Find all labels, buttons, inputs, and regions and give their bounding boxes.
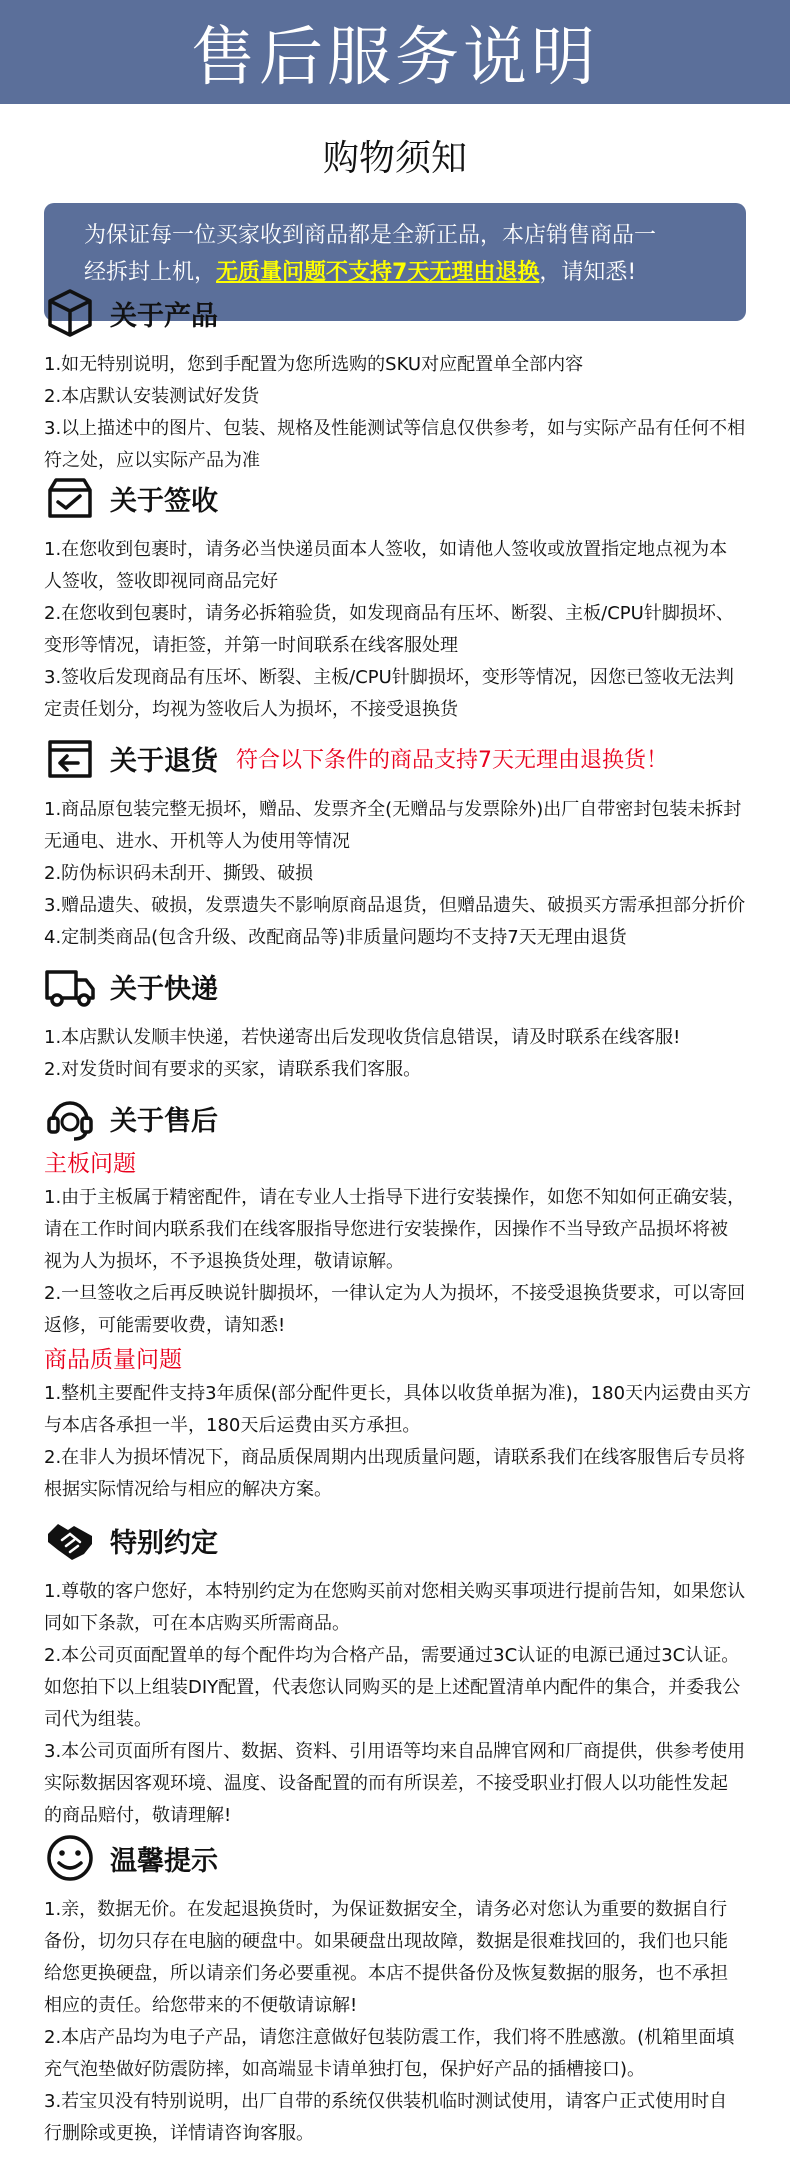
- returns-condition-note: 符合以下条件的商品支持7天无理由退换货！: [236, 747, 668, 773]
- product-line: 符之处，应以实际产品为准: [44, 450, 260, 471]
- receipt-line: 1.在您收到包裹时，请务必当快递员面本人签收，如请他人签收或放置指定地点视为本: [44, 539, 728, 560]
- special-line: 如您拍下以上组装DIY配置，代表您认同购买的是上述配置清单内配件的集合，并委我公: [44, 1677, 741, 1698]
- tips-line: 1.亲，数据无价。在发起退换货时，为保证数据安全，请务必对您认为重要的数据自行: [44, 1899, 728, 1920]
- truck-icon: [44, 960, 96, 1012]
- tips-line: 相应的责任。给您带来的不便敬请谅解!: [44, 1995, 358, 2016]
- tips-line: 行删除或更换，详情请咨询客服。: [44, 2123, 314, 2144]
- handshake-icon: [44, 1514, 96, 1566]
- tips-line: 备份，切勿只存在电脑的硬盘中。如果硬盘出现故障，数据是很难找回的，我们也只能: [44, 1931, 728, 1952]
- receipt-line: 定责任划分，均视为签收后人为损坏，不接受退换货: [44, 699, 458, 720]
- tips-line: 2.本店产品均为电子产品，请您注意做好包装防震工作，我们将不胜感激。(机箱里面填: [44, 2027, 735, 2048]
- sign-box-icon: [44, 472, 96, 524]
- section-receipt-title: 关于签收: [110, 485, 218, 517]
- special-line: 同如下条款，可在本店购买所需商品。: [44, 1613, 350, 1634]
- shipping-line: 2.对发货时间有要求的买家，请联系我们客服。: [44, 1059, 422, 1080]
- special-line: 的商品赔付，敬请理解!: [44, 1805, 232, 1826]
- section-tips-title: 温馨提示: [110, 1845, 218, 1877]
- section-special: [44, 1512, 754, 1832]
- section-aftersales: [44, 1090, 754, 1506]
- special-line: 司代为组装。: [44, 1709, 152, 1730]
- section-receipt: [44, 470, 754, 726]
- section-product-title: 关于产品: [110, 300, 218, 332]
- smiley-icon: [44, 1832, 96, 1884]
- aftersales-line: 返修，可能需要收费，请知悉!: [44, 1315, 286, 1336]
- receipt-line: 3.签收后发现商品有压坏、断裂、主板/CPU针脚损坏，变形等情况，因您已签收无法判: [44, 667, 734, 688]
- page-title: 售后服务说明: [191, 21, 599, 95]
- notice-highlight: 无质量问题不支持7天无理由退换: [216, 260, 540, 285]
- product-line: 3.以上描述中的图片、包装、规格及性能测试等信息仅供参考，如与实际产品有任何不相: [44, 418, 746, 439]
- receipt-line: 变形等情况，请拒签，并第一时间联系在线客服处理: [44, 635, 458, 656]
- section-special-title: 特别约定: [110, 1527, 218, 1559]
- returns-line: 2.防伪标识码未刮开、撕毁、破损: [44, 863, 314, 884]
- special-line: 实际数据因客观环境、温度、设备配置的而有所误差，不接受职业打假人以功能性发起: [44, 1773, 728, 1794]
- section-tips: [44, 1830, 754, 2150]
- aftersales-line: 与本店各承担一半，180天后运费由买方承担。: [44, 1415, 421, 1436]
- returns-line: 3.赠品遗失、破损，发票遗失不影响原商品退货，但赠品遗失、破损买方需承担部分折价: [44, 895, 746, 916]
- aftersales-line: 视为人为损坏，不予退换货处理，敬请谅解。: [44, 1251, 404, 1272]
- section-returns-title: 关于退货: [110, 745, 218, 777]
- notice-line-2-pre: 经拆封上机，: [84, 260, 217, 285]
- shipping-line: 1.本店默认发顺丰快递，若快递寄出后发现收货信息错误，请及时联系在线客服!: [44, 1027, 681, 1048]
- box-icon: [44, 287, 96, 339]
- aftersales-line: 1.由于主板属于精密配件，请在专业人士指导下进行安装操作，如您不知如何正确安装，: [44, 1187, 746, 1208]
- tips-line: 3.若宝贝没有特别说明，出厂自带的系统仅供装机临时测试使用，请客户正式使用时自: [44, 2091, 728, 2112]
- section-product: [44, 285, 754, 477]
- special-line: 1.尊敬的客户您好，本特别约定为在您购买前对您相关购买事项进行提前告知，如果您认: [44, 1581, 746, 1602]
- tips-line: 充气泡垫做好防震防摔，如高端显卡请单独打包，保护好产品的插槽接口)。: [44, 2059, 646, 2080]
- notice-line-2-post: ，请知悉!: [539, 260, 637, 285]
- product-line: 1.如无特别说明，您到手配置为您所选购的SKU对应配置单全部内容: [44, 354, 584, 375]
- return-icon: [44, 732, 96, 784]
- aftersales-line: 1.整机主要配件支持3年质保(部分配件更长，具体以收货单据为准)，180天内运费由买方: [44, 1383, 752, 1404]
- page-subtitle: 购物须知: [322, 138, 467, 179]
- aftersales-line: 2.一旦签收之后再反映说针脚损坏，一律认定为人为损坏，不接受退换货要求，可以寄回: [44, 1283, 746, 1304]
- special-line: 2.本公司页面配置单的每个配件均为合格产品，需要通过3C认证的电源已通过3C认证。: [44, 1645, 740, 1666]
- quality-issue-heading: 商品质量问题: [44, 1347, 182, 1373]
- aftersales-line: 请在工作时间内联系我们在线客服指导您进行安装操作，因操作不当导致产品损坏将被: [44, 1219, 728, 1240]
- aftersales-line: 根据实际情况给与相应的解决方案。: [44, 1479, 332, 1500]
- section-returns: [44, 730, 754, 954]
- section-shipping-title: 关于快递: [110, 973, 218, 1005]
- returns-line: 4.定制类商品(包含升级、改配商品等)非质量问题均不支持7天无理由退货: [44, 927, 627, 948]
- section-shipping: [44, 958, 754, 1086]
- returns-line: 无通电、进水、开机等人为使用等情况: [44, 831, 350, 852]
- title-banner: [0, 0, 790, 104]
- notice-line-1: 为保证每一位买家收到商品都是全新正品，本店销售商品一: [84, 223, 657, 248]
- product-line: 2.本店默认安装测试好发货: [44, 386, 260, 407]
- headset-icon: [44, 1092, 96, 1144]
- receipt-line: 人签收，签收即视同商品完好: [44, 571, 278, 592]
- section-aftersales-title: 关于售后: [110, 1105, 218, 1137]
- receipt-line: 2.在您收到包裹时，请务必拆箱验货，如发现商品有压坏、断裂、主板/CPU针脚损坏、: [44, 603, 734, 624]
- mainboard-issue-heading: 主板问题: [44, 1151, 136, 1177]
- aftersales-line: 2.在非人为损坏情况下，商品质保周期内出现质量问题，请联系我们在线客服售后专员将: [44, 1447, 746, 1468]
- returns-line: 1.商品原包装完整无损坏，赠品、发票齐全(无赠品与发票除外)出厂自带密封包装未拆封: [44, 799, 742, 820]
- tips-line: 给您更换硬盘，所以请亲们务必要重视。本店不提供备份及恢复数据的服务，也不承担: [44, 1963, 728, 1984]
- special-line: 3.本公司页面所有图片、数据、资料、引用语等均来自品牌官网和厂商提供，供参考使用: [44, 1741, 746, 1762]
